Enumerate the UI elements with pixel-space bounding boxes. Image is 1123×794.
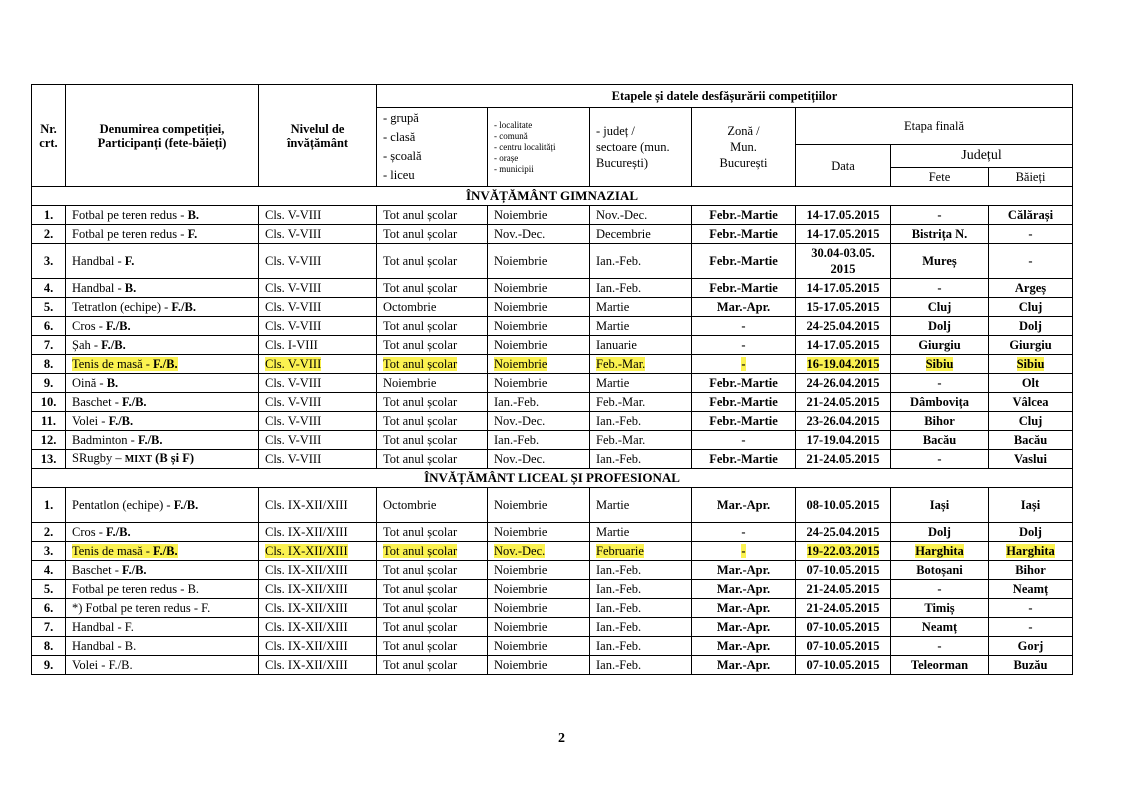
final-date: 21-24.05.2015 [796, 599, 891, 618]
stage-county: Ian.-Feb. [590, 637, 692, 656]
competition-name: Volei - F./B. [66, 656, 259, 675]
header-grupa: - grupă - clasă - școală - liceu [377, 108, 488, 187]
final-county-fete: - [891, 279, 989, 298]
stage-locality: Noiembrie [488, 206, 590, 225]
competition-name: Tenis de masă - F./B. [66, 542, 259, 561]
competition-name: Handbal - B. [66, 279, 259, 298]
header-nr: Nr. crt. [32, 85, 66, 187]
competition-name: Fotbal pe teren redus - B. [66, 580, 259, 599]
stage-county: Feb.-Mar. [590, 393, 692, 412]
row-number: 1. [32, 488, 66, 523]
stage-group: Octombrie [377, 298, 488, 317]
final-date: 14-17.05.2015 [796, 279, 891, 298]
stage-zone: Mar.-Apr. [692, 618, 796, 637]
stage-locality: Nov.-Dec. [488, 225, 590, 244]
final-date: 14-17.05.2015 [796, 336, 891, 355]
stage-zone: - [692, 355, 796, 374]
row-number: 11. [32, 412, 66, 431]
competition-name: Baschet - F./B. [66, 393, 259, 412]
row-number: 3. [32, 244, 66, 279]
stage-county: Ian.-Feb. [590, 580, 692, 599]
final-county-baieti: - [989, 618, 1073, 637]
final-county-fete: Harghita [891, 542, 989, 561]
competition-name: Tenis de masă - F./B. [66, 355, 259, 374]
competition-name: Șah - F./B. [66, 336, 259, 355]
stage-locality: Noiembrie [488, 317, 590, 336]
table-row [32, 244, 1073, 279]
stage-county: Ian.-Feb. [590, 279, 692, 298]
row-number: 5. [32, 580, 66, 599]
stage-group: Octombrie [377, 488, 488, 523]
stage-county: Martie [590, 488, 692, 523]
header-judetul: Județul [891, 145, 1073, 168]
final-date: 07-10.05.2015 [796, 656, 891, 675]
level: Cls. V-VIII [259, 279, 377, 298]
table-row [32, 561, 1073, 580]
competition-name: Tetratlon (echipe) - F./B. [66, 298, 259, 317]
stage-group: Tot anul școlar [377, 355, 488, 374]
level: Cls. I-VIII [259, 336, 377, 355]
table-row [32, 225, 1073, 244]
stage-group: Tot anul școlar [377, 206, 488, 225]
row-number: 1. [32, 206, 66, 225]
final-county-baieti: Dolj [989, 317, 1073, 336]
stage-group: Tot anul școlar [377, 561, 488, 580]
stage-zone: Febr.-Martie [692, 244, 796, 279]
stage-zone: - [692, 317, 796, 336]
competition-name: Fotbal pe teren redus - F. [66, 225, 259, 244]
header-data: Data [796, 145, 891, 187]
final-county-fete: Dolj [891, 317, 989, 336]
stage-locality: Nov.-Dec. [488, 450, 590, 469]
level: Cls. V-VIII [259, 393, 377, 412]
section-title: ÎNVĂȚĂMÂNT LICEAL ȘI PROFESIONAL [32, 469, 1073, 488]
row-number: 8. [32, 355, 66, 374]
header-nivel: Nivelul de învățământ [259, 85, 377, 187]
final-date: 14-17.05.2015 [796, 206, 891, 225]
stage-zone: Febr.-Martie [692, 450, 796, 469]
final-date: 24-25.04.2015 [796, 523, 891, 542]
level: Cls. IX-XII/XIII [259, 599, 377, 618]
stage-group: Tot anul școlar [377, 431, 488, 450]
final-date: 30.04-03.05. 2015 [796, 244, 891, 279]
final-county-fete: - [891, 206, 989, 225]
competition-name: Handbal - B. [66, 637, 259, 656]
final-date: 21-24.05.2015 [796, 580, 891, 599]
final-county-fete: - [891, 374, 989, 393]
level: Cls. V-VIII [259, 412, 377, 431]
stage-locality: Noiembrie [488, 599, 590, 618]
stage-county: Martie [590, 298, 692, 317]
stage-group: Tot anul școlar [377, 599, 488, 618]
final-date: 21-24.05.2015 [796, 393, 891, 412]
competition-name: Handbal - F. [66, 244, 259, 279]
row-number: 6. [32, 599, 66, 618]
stage-county: Feb.-Mar. [590, 355, 692, 374]
stage-zone: Mar.-Apr. [692, 599, 796, 618]
stage-zone: Febr.-Martie [692, 206, 796, 225]
final-county-baieti: Olt [989, 374, 1073, 393]
level: Cls. V-VIII [259, 431, 377, 450]
final-county-baieti: Cluj [989, 412, 1073, 431]
stage-county: Ian.-Feb. [590, 561, 692, 580]
level: Cls. IX-XII/XIII [259, 561, 377, 580]
final-county-fete: Dolj [891, 523, 989, 542]
final-county-fete: Dâmbovița [891, 393, 989, 412]
competition-name: Handbal - F. [66, 618, 259, 637]
row-number: 10. [32, 393, 66, 412]
stage-zone: Febr.-Martie [692, 374, 796, 393]
table-row [32, 279, 1073, 298]
competition-name: Cros - F./B. [66, 317, 259, 336]
stage-zone: - [692, 523, 796, 542]
final-county-baieti: Cluj [989, 298, 1073, 317]
level: Cls. V-VIII [259, 225, 377, 244]
final-county-fete: Neamț [891, 618, 989, 637]
final-county-baieti: Vaslui [989, 450, 1073, 469]
header-zona: Zonă / Mun. București [692, 108, 796, 187]
final-county-baieti: Vâlcea [989, 393, 1073, 412]
final-county-fete: Bistrița N. [891, 225, 989, 244]
stage-locality: Noiembrie [488, 488, 590, 523]
final-county-fete: Bacău [891, 431, 989, 450]
competition-name: Oină - B. [66, 374, 259, 393]
row-number: 3. [32, 542, 66, 561]
final-county-baieti: Călărași [989, 206, 1073, 225]
level: Cls. V-VIII [259, 450, 377, 469]
stage-zone: - [692, 431, 796, 450]
competition-name: Cros - F./B. [66, 523, 259, 542]
final-county-baieti: Sibiu [989, 355, 1073, 374]
level: Cls. IX-XII/XIII [259, 488, 377, 523]
stage-county: Ian.-Feb. [590, 618, 692, 637]
table-row [32, 488, 1073, 523]
table-row [32, 336, 1073, 355]
stage-county: Ian.-Feb. [590, 599, 692, 618]
stage-county: Martie [590, 317, 692, 336]
row-number: 8. [32, 637, 66, 656]
table-row [32, 450, 1073, 469]
stage-group: Tot anul școlar [377, 580, 488, 599]
table-row [32, 599, 1073, 618]
stage-zone: Mar.-Apr. [692, 637, 796, 656]
row-number: 13. [32, 450, 66, 469]
final-date: 15-17.05.2015 [796, 298, 891, 317]
table-row [32, 637, 1073, 656]
stage-zone: Mar.-Apr. [692, 298, 796, 317]
final-county-baieti: Bihor [989, 561, 1073, 580]
stage-group: Tot anul școlar [377, 637, 488, 656]
table-row [32, 298, 1073, 317]
final-county-baieti: Buzău [989, 656, 1073, 675]
level: Cls. IX-XII/XIII [259, 618, 377, 637]
row-number: 6. [32, 317, 66, 336]
section-header-row [32, 187, 1073, 206]
competition-name: Badminton - F./B. [66, 431, 259, 450]
level: Cls. IX-XII/XIII [259, 580, 377, 599]
stage-group: Tot anul școlar [377, 244, 488, 279]
stage-zone: Mar.-Apr. [692, 580, 796, 599]
row-number: 2. [32, 523, 66, 542]
header-judet: - județ / sectoare (mun. București) [590, 108, 692, 187]
stage-zone: Febr.-Martie [692, 412, 796, 431]
stage-zone: Mar.-Apr. [692, 656, 796, 675]
final-date: 23-26.04.2015 [796, 412, 891, 431]
stage-group: Noiembrie [377, 374, 488, 393]
final-date: 24-25.04.2015 [796, 317, 891, 336]
stage-group: Tot anul școlar [377, 618, 488, 637]
final-county-baieti: - [989, 244, 1073, 279]
table-row [32, 523, 1073, 542]
row-number: 7. [32, 618, 66, 637]
competition-name: Fotbal pe teren redus - B. [66, 206, 259, 225]
stage-group: Tot anul școlar [377, 393, 488, 412]
level: Cls. V-VIII [259, 244, 377, 279]
header-baieti: Băieți [989, 168, 1073, 187]
final-county-baieti: Argeș [989, 279, 1073, 298]
level: Cls. V-VIII [259, 355, 377, 374]
section-title: ÎNVĂȚĂMÂNT GIMNAZIAL [32, 187, 1073, 206]
table-row [32, 431, 1073, 450]
stage-locality: Noiembrie [488, 580, 590, 599]
stage-county: Nov.-Dec. [590, 206, 692, 225]
row-number: 12. [32, 431, 66, 450]
level: Cls. V-VIII [259, 206, 377, 225]
stage-locality: Noiembrie [488, 374, 590, 393]
stage-zone: Mar.-Apr. [692, 488, 796, 523]
final-county-baieti: Gorj [989, 637, 1073, 656]
stage-zone: Febr.-Martie [692, 279, 796, 298]
stage-locality: Nov.-Dec. [488, 412, 590, 431]
final-county-fete: - [891, 637, 989, 656]
stage-locality: Noiembrie [488, 244, 590, 279]
final-county-baieti: Bacău [989, 431, 1073, 450]
stage-county: Martie [590, 523, 692, 542]
level: Cls. IX-XII/XIII [259, 656, 377, 675]
stage-group: Tot anul școlar [377, 279, 488, 298]
section-header-row [32, 469, 1073, 488]
final-county-baieti: - [989, 599, 1073, 618]
table-row [32, 412, 1073, 431]
final-county-fete: Teleorman [891, 656, 989, 675]
stage-group: Tot anul școlar [377, 656, 488, 675]
stage-group: Tot anul școlar [377, 542, 488, 561]
final-date: 16-19.04.2015 [796, 355, 891, 374]
final-county-fete: - [891, 450, 989, 469]
final-county-baieti: Neamț [989, 580, 1073, 599]
competition-name: SRugby – MIXT (B și F) [66, 450, 259, 469]
level: Cls. V-VIII [259, 298, 377, 317]
final-date: 07-10.05.2015 [796, 561, 891, 580]
stage-county: Decembrie [590, 225, 692, 244]
page-number: 2 [558, 731, 565, 746]
stage-locality: Noiembrie [488, 656, 590, 675]
stage-locality: Noiembrie [488, 637, 590, 656]
stage-locality: Noiembrie [488, 336, 590, 355]
row-number: 2. [32, 225, 66, 244]
final-date: 08-10.05.2015 [796, 488, 891, 523]
final-county-fete: - [891, 580, 989, 599]
row-number: 9. [32, 374, 66, 393]
row-number: 4. [32, 561, 66, 580]
stage-locality: Noiembrie [488, 298, 590, 317]
final-county-fete: Cluj [891, 298, 989, 317]
final-date: 24-26.04.2015 [796, 374, 891, 393]
stage-county: Martie [590, 374, 692, 393]
row-number: 9. [32, 656, 66, 675]
stage-zone: Febr.-Martie [692, 225, 796, 244]
stage-county: Ian.-Feb. [590, 244, 692, 279]
competition-name: *) Fotbal pe teren redus - F. [66, 599, 259, 618]
table-row [32, 656, 1073, 675]
final-county-baieti: Harghita [989, 542, 1073, 561]
stage-locality: Noiembrie [488, 618, 590, 637]
competition-name: Baschet - F./B. [66, 561, 259, 580]
final-county-fete: Botoșani [891, 561, 989, 580]
final-county-fete: Sibiu [891, 355, 989, 374]
stage-county: Februarie [590, 542, 692, 561]
stage-zone: - [692, 336, 796, 355]
competition-name: Pentatlon (echipe) - F./B. [66, 488, 259, 523]
stage-locality: Noiembrie [488, 523, 590, 542]
final-county-baieti: Giurgiu [989, 336, 1073, 355]
stage-group: Tot anul școlar [377, 336, 488, 355]
row-number: 5. [32, 298, 66, 317]
final-date: 17-19.04.2015 [796, 431, 891, 450]
final-county-fete: Mureș [891, 244, 989, 279]
competition-name: Volei - F./B. [66, 412, 259, 431]
level: Cls. V-VIII [259, 317, 377, 336]
stage-group: Tot anul școlar [377, 412, 488, 431]
header-denumire: Denumirea competiției, Participanți (fete-băieți) [66, 85, 259, 187]
stage-zone: Febr.-Martie [692, 393, 796, 412]
stage-county: Ianuarie [590, 336, 692, 355]
stage-group: Tot anul școlar [377, 225, 488, 244]
final-county-baieti: Iași [989, 488, 1073, 523]
stage-locality: Noiembrie [488, 279, 590, 298]
header-fete: Fete [891, 168, 989, 187]
stage-locality: Ian.-Feb. [488, 431, 590, 450]
stage-group: Tot anul școlar [377, 523, 488, 542]
stage-locality: Nov.-Dec. [488, 542, 590, 561]
row-number: 4. [32, 279, 66, 298]
stage-zone: - [692, 542, 796, 561]
competition-schedule-table [31, 84, 1073, 675]
stage-locality: Noiembrie [488, 561, 590, 580]
table-row [32, 542, 1073, 561]
header-localitate: - localitate - comună - centru localități - orașe - municipii [488, 108, 590, 187]
level: Cls. IX-XII/XIII [259, 637, 377, 656]
table-row [32, 580, 1073, 599]
table-row [32, 355, 1073, 374]
row-number: 7. [32, 336, 66, 355]
level: Cls. IX-XII/XIII [259, 523, 377, 542]
final-county-baieti: - [989, 225, 1073, 244]
stage-group: Tot anul școlar [377, 450, 488, 469]
stage-zone: Mar.-Apr. [692, 561, 796, 580]
final-county-fete: Giurgiu [891, 336, 989, 355]
stage-county: Ian.-Feb. [590, 656, 692, 675]
final-date: 14-17.05.2015 [796, 225, 891, 244]
level: Cls. V-VIII [259, 374, 377, 393]
stage-group: Tot anul școlar [377, 317, 488, 336]
stage-county: Feb.-Mar. [590, 431, 692, 450]
stage-locality: Noiembrie [488, 355, 590, 374]
level: Cls. IX-XII/XIII [259, 542, 377, 561]
stage-county: Ian.-Feb. [590, 412, 692, 431]
stage-locality: Ian.-Feb. [488, 393, 590, 412]
stage-county: Ian.-Feb. [590, 450, 692, 469]
final-county-fete: Bihor [891, 412, 989, 431]
final-county-fete: Iași [891, 488, 989, 523]
final-date: 21-24.05.2015 [796, 450, 891, 469]
table-row [32, 618, 1073, 637]
final-date: 07-10.05.2015 [796, 618, 891, 637]
final-county-fete: Timiș [891, 599, 989, 618]
table-row [32, 393, 1073, 412]
header-etape: Etapele și datele desfășurării competițiilor [377, 85, 1073, 108]
table-row [32, 374, 1073, 393]
table-row [32, 317, 1073, 336]
header-etapa-finala: Etapa finală [796, 108, 1073, 145]
table-row [32, 206, 1073, 225]
final-date: 19-22.03.2015 [796, 542, 891, 561]
final-county-baieti: Dolj [989, 523, 1073, 542]
final-date: 07-10.05.2015 [796, 637, 891, 656]
